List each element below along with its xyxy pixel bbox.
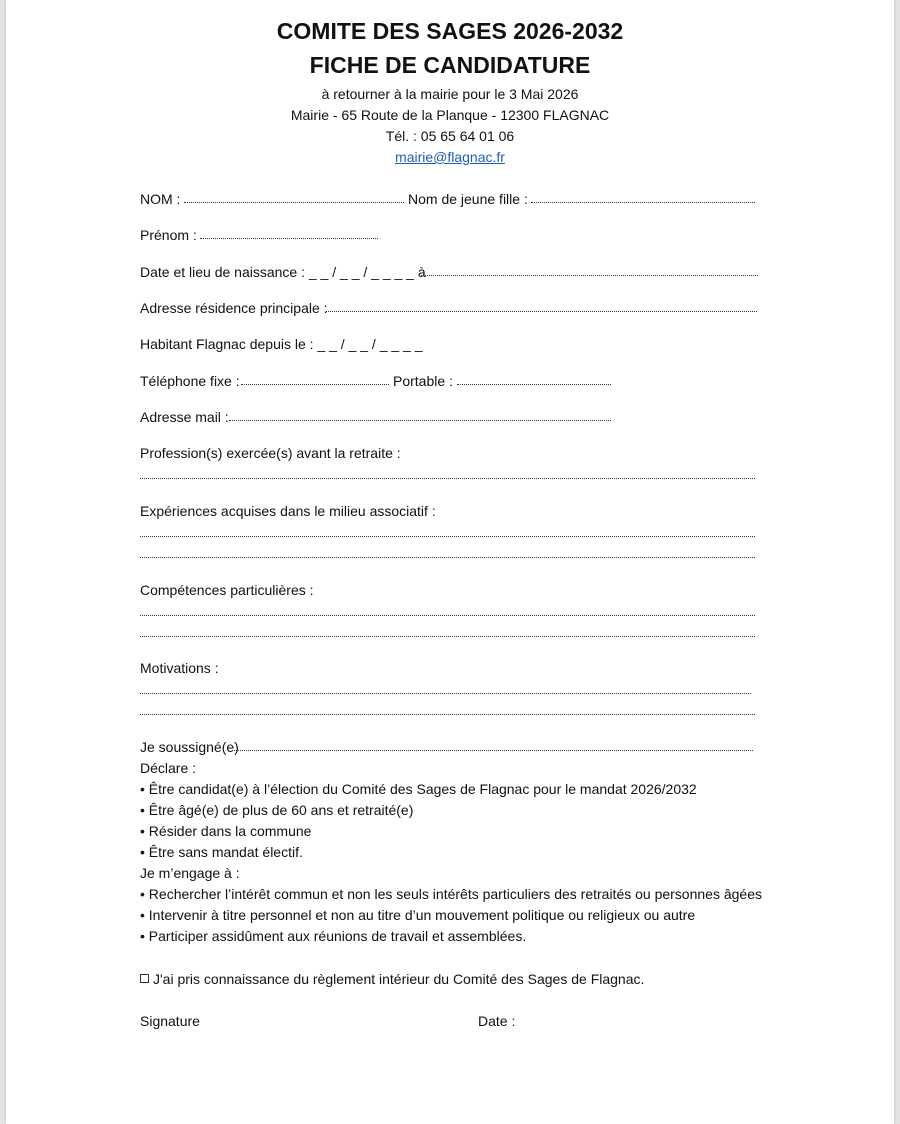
soussigne-label: Je soussigné(e)	[140, 739, 239, 755]
soussigne-field[interactable]	[234, 750, 753, 751]
prenom-field[interactable]	[200, 238, 378, 239]
mairie-address: Mairie - 65 Route de la Planque - 12300 FLAGNAC	[290, 107, 610, 123]
habitant-depuis-label: Habitant Flagnac depuis le : _ _ / _ _ / _ _ _ _	[140, 336, 423, 352]
profession-label: Profession(s) exercée(s) avant la retraite :	[140, 445, 401, 461]
engagement-intro: Je m’engage à :	[140, 865, 240, 881]
profession-field-line[interactable]	[140, 478, 755, 479]
portable-field[interactable]	[457, 384, 611, 385]
adresse-mail-field[interactable]	[229, 420, 611, 421]
return-note: à retourner à la mairie pour le 3 Mai 2026	[321, 86, 579, 102]
lieu-naissance-field[interactable]	[419, 275, 758, 276]
document-subtitle: FICHE DE CANDIDATURE	[309, 52, 591, 78]
telephone-fixe-field[interactable]	[241, 384, 389, 385]
competences-field-line[interactable]	[140, 636, 755, 637]
engagement-item: • Rechercher l’intérêt commun et non les seuls intérêts particuliers des retraités ou personnes âgées	[140, 886, 762, 902]
adresse-residence-label: Adresse résidence principale :	[140, 300, 328, 316]
date-naissance-label: Date et lieu de naissance : _ _ / _ _ / _ _ _ _ à	[140, 264, 426, 280]
motivations-label: Motivations :	[140, 660, 219, 676]
declaration-item: • Être sans mandat électif.	[140, 844, 303, 860]
declaration-item: • Résider dans la commune	[140, 823, 312, 839]
adresse-mail-label: Adresse mail :	[140, 409, 229, 425]
engagement-item: • Participer assidûment aux réunions de travail et assemblées.	[140, 928, 527, 944]
declaration-intro: Déclare :	[140, 760, 197, 776]
mairie-phone: Tél. : 05 65 64 01 06	[385, 128, 515, 144]
document-title: COMITE DES SAGES 2026-2032	[276, 18, 624, 44]
nom-jeune-fille-label: Nom de jeune fille :	[408, 191, 528, 207]
mairie-email-row	[6, 148, 894, 166]
nom-label: NOM :	[140, 191, 181, 207]
adresse-residence-field[interactable]	[326, 311, 757, 312]
declaration-item: • Être candidat(e) à l’élection du Comité des Sages de Flagnac pour le mandat 2026/2032	[140, 781, 697, 797]
competences-label: Compétences particulières :	[140, 582, 314, 598]
reglement-checkbox[interactable]	[140, 974, 149, 983]
experiences-field-line[interactable]	[140, 536, 755, 537]
reglement-label: J'ai pris connaissance du règlement intérieur du Comité des Sages de Flagnac.	[153, 971, 645, 987]
competences-field-line[interactable]	[140, 615, 755, 616]
form-page	[6, 0, 894, 1124]
mairie-email-link[interactable]: mairie@flagnac.fr	[395, 149, 505, 165]
motivations-field-line[interactable]	[140, 714, 755, 715]
telephone-fixe-label: Téléphone fixe :	[140, 373, 240, 389]
prenom-label: Prénom :	[140, 227, 197, 243]
experiences-label: Expériences acquises dans le milieu associatif :	[140, 503, 436, 519]
nom-jeune-fille-field[interactable]	[531, 202, 755, 203]
date-label: Date :	[478, 1013, 516, 1029]
engagement-item: • Intervenir à titre personnel et non au titre d’un mouvement politique ou religieux ou autre	[140, 907, 696, 923]
portable-label: Portable :	[393, 373, 453, 389]
declaration-item: • Être âgé(e) de plus de 60 ans et retraité(e)	[140, 802, 414, 818]
reglement-row	[140, 970, 644, 988]
signature-label: Signature	[140, 1013, 200, 1029]
nom-field[interactable]	[184, 202, 404, 203]
motivations-field-line[interactable]	[140, 693, 751, 694]
experiences-field-line[interactable]	[140, 557, 755, 558]
